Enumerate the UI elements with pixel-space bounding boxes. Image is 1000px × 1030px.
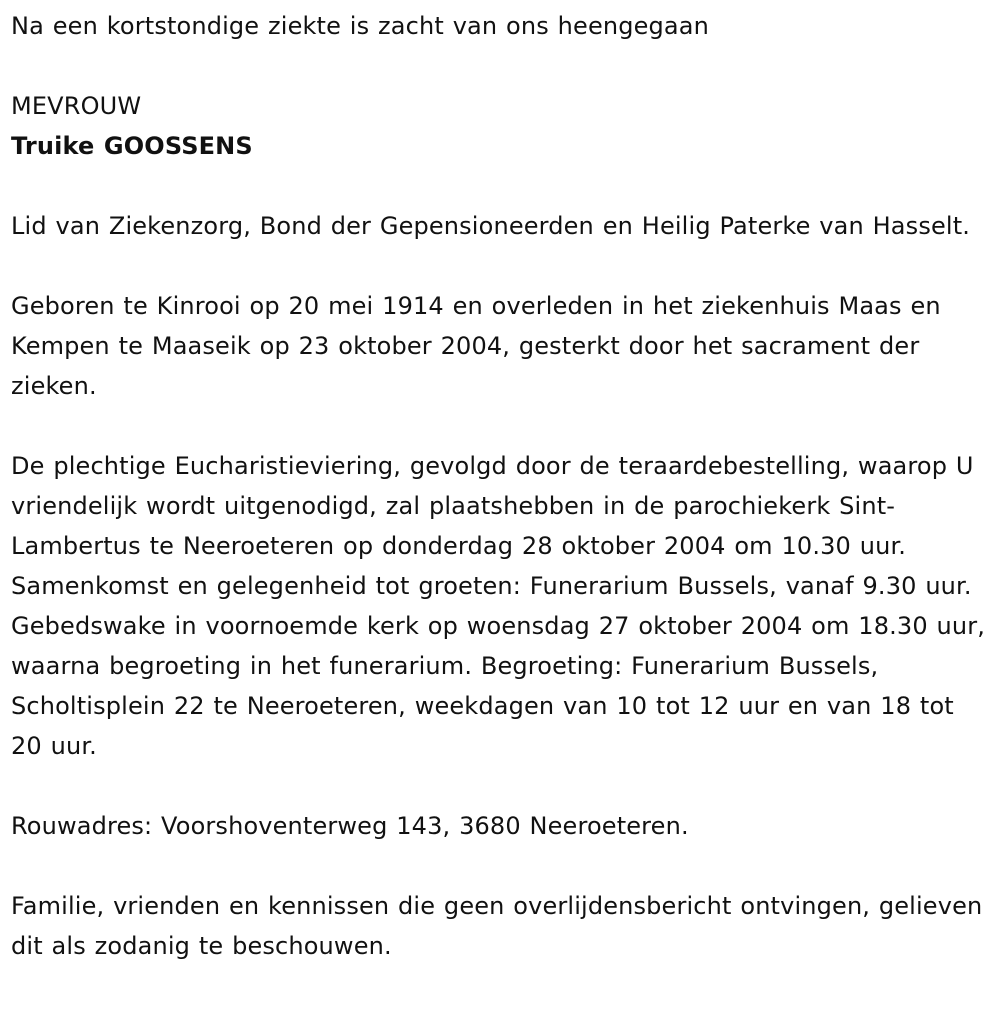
intro-line: Na een kortstondige ziekte is zacht van ons heengegaan (11, 12, 709, 40)
honorific-title: MEVROUW (11, 92, 142, 120)
ceremony-paragraph: De plechtige Eucharistieviering, gevolgd door de teraardebestelling, waarop U vriendelijk wordt uitgenodigd, zal plaatshebben in de parochiekerk Sint-Lambertus te Neeroeteren op donderdag 28 oktober 2004 om 10.30 uur. Samenkomst en gelegenheid tot groeten: Funerarium Bussels, vanaf 9.30 uur. Gebedswake in voornoemde kerk op woensdag 27 oktober 2004 om 18.30 uur, waarna begroeting in het funerarium. Begroeting: Funerarium Bussels, Scholtisplein 22 te Neeroeteren, weekdagen van 10 tot 12 uur en van 18 tot 20 uur. (11, 452, 986, 760)
deceased-name: Truike GOOSSENS (11, 132, 253, 160)
birth-death-paragraph: Geboren te Kinrooi op 20 mei 1914 en overleden in het ziekenhuis Maas en Kempen te Maaseik op 23 oktober 2004, gesterkt door het sacrament der zieken. (11, 292, 941, 400)
membership-paragraph: Lid van Ziekenzorg, Bond der Gepensioneerden en Heilig Paterke van Hasselt. (11, 212, 971, 240)
closing-paragraph: Familie, vrienden en kennissen die geen overlijdensbericht ontvingen, gelieven dit als zodanig te beschouwen. (11, 892, 983, 960)
address-paragraph: Rouwadres: Voorshoventerweg 143, 3680 Neeroeteren. (11, 812, 689, 840)
